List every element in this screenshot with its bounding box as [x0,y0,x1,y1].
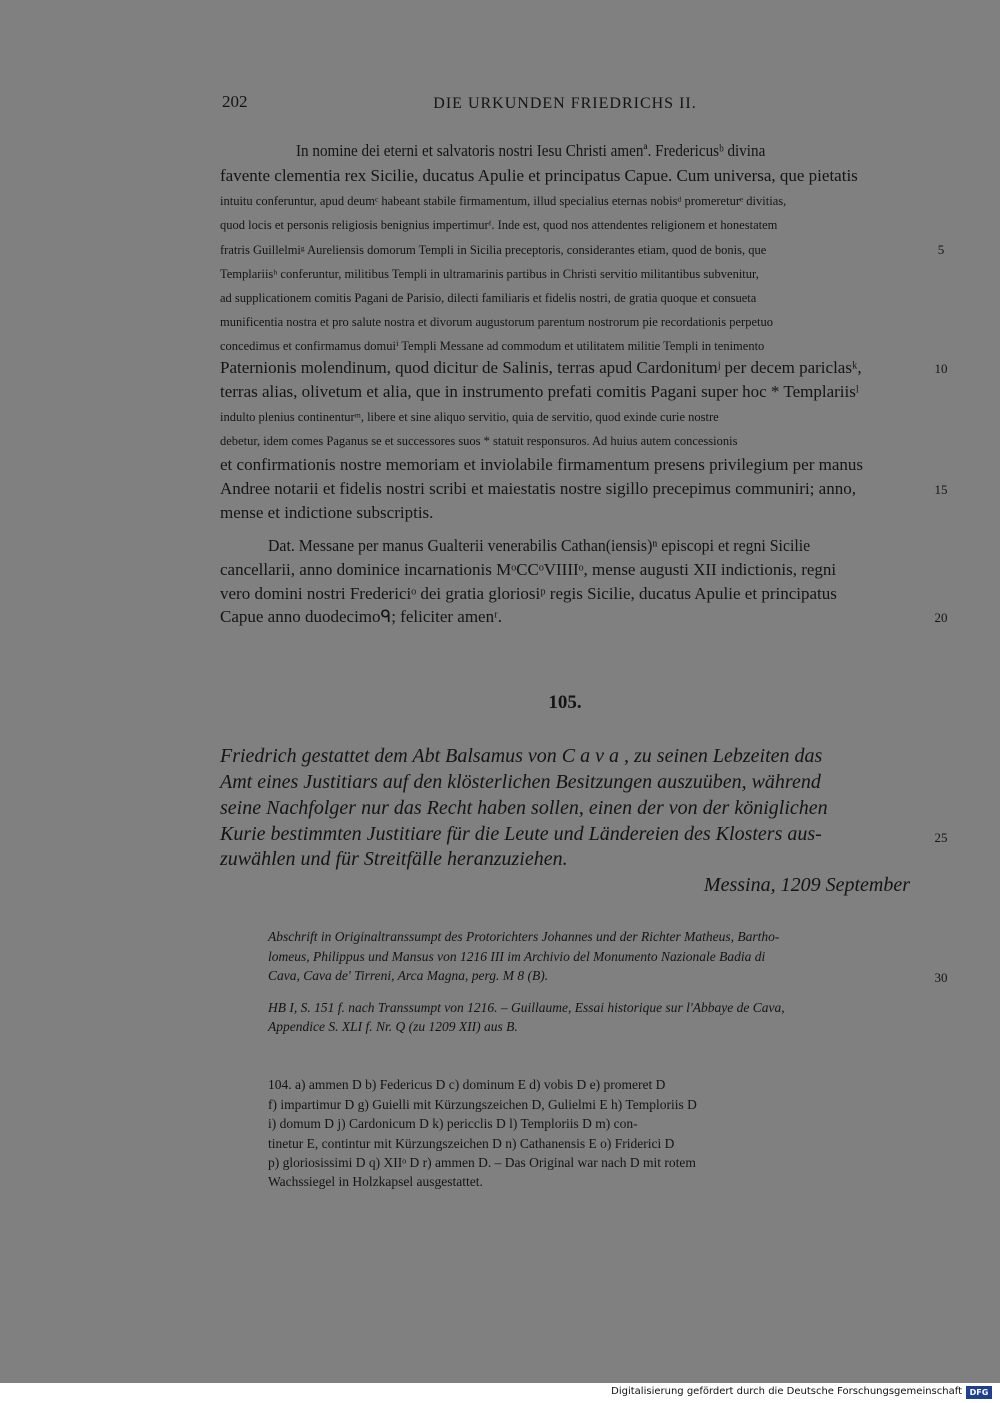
text-line: concedimus et confirmamus domuiⁱ Templi Messane ad commodum et utilitatem militie Templi in tenimento [220,339,765,353]
text-line: ad supplicationem comitis Pagani de Parisio, dilecti familiaris et fidelis nostri, de gratia quoque et consueta [220,291,757,305]
source-line: Cava, Cava de' Tirreni, Arca Magna, perg. M 8 (B). [268,968,549,983]
regest-line: Amt eines Justitiars auf den klösterlichen Besitzungen auszuüben, während [220,771,821,793]
text-line: debetur, idem comes Paganus se et successores suos * statuit responsuros. Ad huius autem concessionis [220,434,738,448]
footnote-line: tinetur E, contintur mit Kürzungszeichen D n) Cathanensis E o) Friderici D [268,1136,675,1151]
text-line: Paternionis molendinum, quod dicitur de Salinis, terras apud Cardonitumʲ per decem pariclasᵏ, [220,358,862,377]
footer-credit: Digitalisierung gefördert durch die Deutsche Forschungsgemeinschaft [611,1386,962,1397]
document-number: 105. [548,692,582,713]
footer-bar [0,1383,1000,1403]
text-line: Andree notarii et fidelis nostri scribi et maiestatis nostre sigillo precepimus communiri; anno, [220,479,856,498]
source-line: Appendice S. XLI f. Nr. Q (zu 1209 XII) aus B. [268,1019,518,1034]
text-line: vero domini nostri Fredericiᵒ dei gratia gloriosiᵖ regis Sicilie, ducatus Apulie et principatus [220,584,837,603]
line-number: 30 [934,970,948,985]
text-line: quod locis et personis religiosis benignius impertimurᶠ. Inde est, quod nos attendentes religionem et honestatem [220,218,778,232]
source-line: lomeus, Philippus und Mansus von 1216 III im Archivio del Monumento Nazionale Badia di [268,949,766,964]
page-number: 202 [222,92,248,111]
footnote-line: 104. a) ammen D b) Federicus D c) dominum E d) vobis D e) promeret D [268,1077,666,1092]
text-line: mense et indictione subscriptis. [220,503,434,522]
footnote-line: i) domum D j) Cardonicum D k) pericclis D l) Temploriis D m) con- [268,1116,638,1131]
text-line: Templariisʰ conferuntur, militibus Templi in ultramarinis partibus in Christi servitio militantibus subvenitur, [220,267,759,281]
place-date: Messina, 1209 September [703,874,910,896]
text-line: munificentia nostra et pro salute nostra et divorum augustorum parentum nostrorum pie recordationis perpetuo [220,315,773,329]
line-number: 25 [934,830,948,845]
text-line: In nomine dei eterni et salvatoris nostri Iesu Christi amenª. Fredericusᵇ divina [296,141,766,160]
line-number: 5 [937,242,945,257]
dfg-logo-icon: DFG [966,1386,992,1399]
source-line: HB I, S. 151 f. nach Transsumpt von 1216. – Guillaume, Essai historique sur l'Abbaye de Cava, [268,1000,785,1015]
text-line: intuitu conferuntur, apud deumᶜ habeant stabile firmamentum, illud specialius eternas nobisᵈ promereturᵉ divitias, [220,194,787,208]
regest-line: Kurie bestimmten Justitiare für die Leute und Ländereien des Klosters aus- [220,823,822,845]
line-number: 15 [934,482,948,497]
text-line: favente clementia rex Sicilie, ducatus Apulie et principatus Capue. Cum universa, que pietatis [220,166,858,185]
text-line: fratris Guillelmiᵍ Aureliensis domorum Templi in Sicilia preceptoris, considerantes etiam, quod de bonis, que [220,243,767,257]
footnote-line: Wachssiegel in Holzkapsel ausgestattet. [268,1174,483,1189]
line-number: 10 [934,361,948,376]
regest-line: Friedrich gestattet dem Abt Balsamus von C a v a , zu seinen Lebzeiten das [220,745,823,767]
text-line: Dat. Messane per manus Gualterii venerabilis Cathan(iensis)ⁿ episcopi et regni Sicilie [268,536,811,555]
footnote-line: p) gloriosissimi D q) XIIᵒ D r) ammen D. – Das Original war nach D mit rotem [268,1155,696,1170]
text-line: terras alias, olivetum et alia, que in instrumento prefati comitis Pagani super hoc * Templariisˡ [220,382,859,401]
text-line: indulto plenius continenturᵐ, libere et sine aliquo servitio, quia de servitio, quod exinde curie nostre [220,410,719,424]
text-line: cancellarii, anno dominice incarnationis MᵒCCᵒVIIIIᵒ, mense augusti XII indictionis, regni [220,560,837,579]
text-line: Capue anno duodecimoᑫ; feliciter amenʳ. [220,607,503,626]
regest-line: seine Nachfolger nur das Recht haben sollen, einen der von der königlichen [220,797,828,819]
footnote-line: f) impartimur D g) Guielli mit Kürzungszeichen D, Gulielmi E h) Temploriis D [268,1097,697,1112]
source-line: Abschrift in Originaltranssumpt des Protorichters Johannes und der Richter Matheus, Bartho- [268,929,780,944]
line-number: 20 [934,610,948,625]
regest-line: zuwählen und für Streitfälle heranzuziehen. [220,848,568,870]
text-line: et confirmationis nostre memoriam et inviolabile firmamentum presens privilegium per manus [220,455,864,474]
running-title: DIE URKUNDEN FRIEDRICHS II. [433,95,697,112]
